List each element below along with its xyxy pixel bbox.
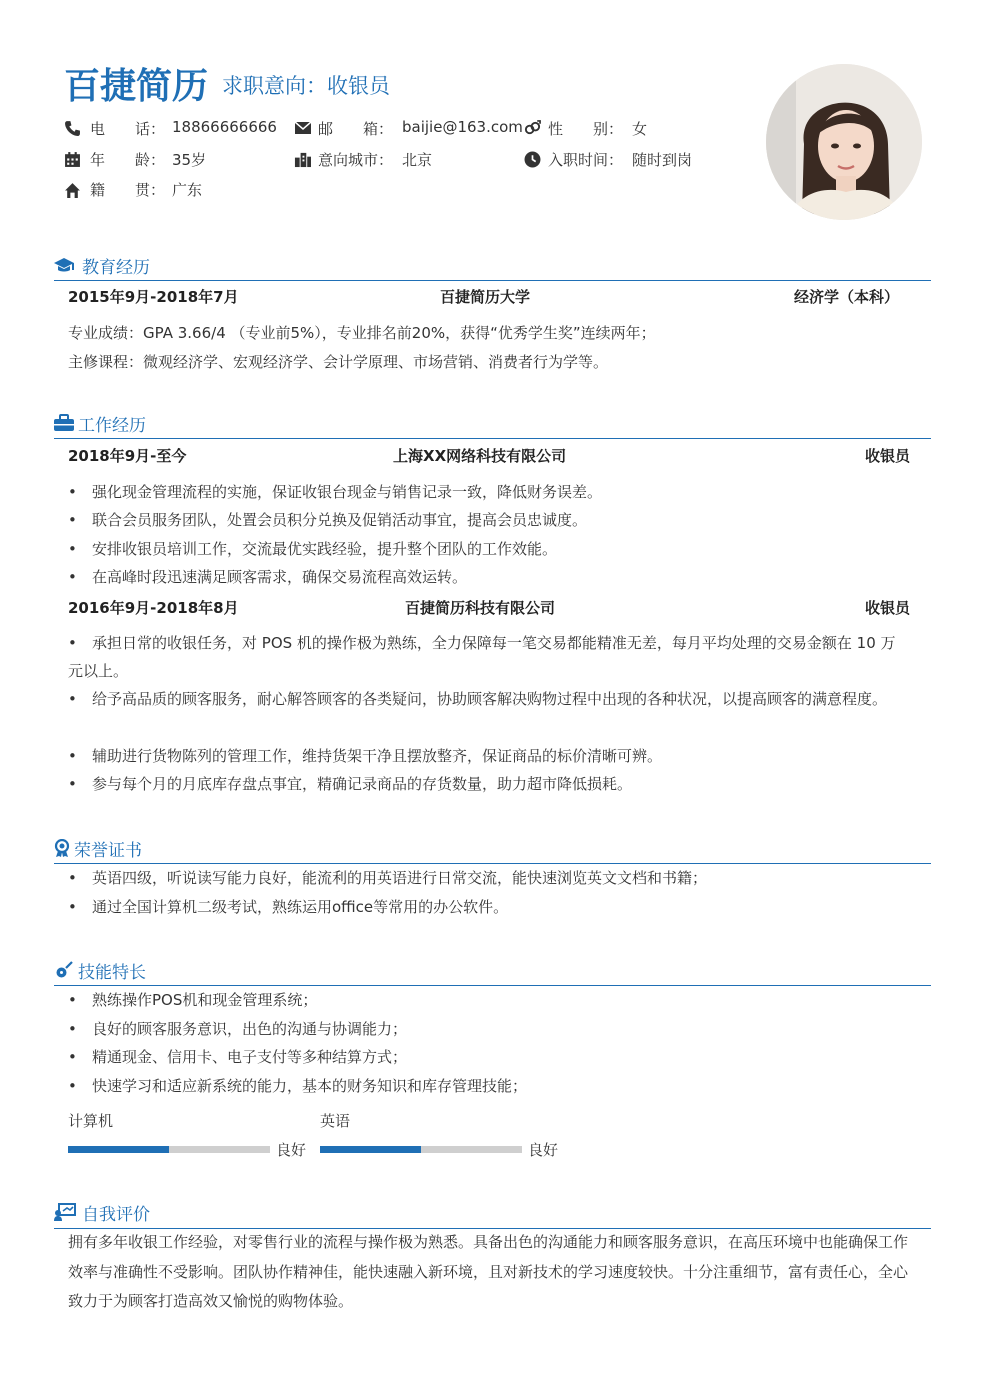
info-age [64, 149, 304, 171]
gender-label: 性 别： [548, 120, 624, 138]
job-bullet: 承担日常的收银任务，对 POS 机的操作极为熟练，全力保障每一笔交易都能精准无差，每月平均处理的交易金额在 10 万元以上。 • [68, 634, 896, 680]
skill-bar-track [68, 1146, 270, 1153]
honors-header [54, 836, 254, 860]
hometown-label: 籍 贯： [90, 181, 166, 199]
job-date: 2016年9月-2018年8月 [68, 599, 239, 617]
skill-bullet: • 熟练操作POS机和现金管理系统； [68, 991, 318, 1009]
calendar-icon [64, 151, 81, 168]
education-line: 专业成绩：GPA 3.66/4 （专业前5%），专业排名前20%，获得“优秀学生奖”连续两年； [68, 324, 656, 342]
start-label: 入职时间： [548, 151, 624, 169]
job-bullet: • 强化现金管理流程的实施，保证收银台现金与销售记录一致，降低财务误差。 [68, 483, 603, 501]
honors-title: 荣誉证书 [74, 841, 142, 861]
education-title: 教育经历 [82, 258, 150, 278]
skills-title: 技能特长 [78, 963, 146, 983]
info-hometown [64, 179, 304, 201]
info-phone [64, 118, 304, 140]
info-city [294, 149, 534, 171]
self-title: 自我评价 [82, 1205, 150, 1225]
job-bullet: • 辅助进行货物陈列的管理工作，维持货架干净且摆放整齐，保证商品的标价清晰可辨。 [68, 747, 663, 765]
skill-bar-level: 良好 [528, 1141, 559, 1159]
job-bullet: • 联合会员服务团队，处置会员积分兑换及促销活动事宜，提高会员忠诚度。 [68, 511, 588, 529]
gender-value: 女 [632, 120, 648, 138]
avatar-illustration [766, 64, 922, 220]
skill-bullet: • 快速学习和适应新系统的能力，基本的财务知识和库存管理技能； [68, 1077, 528, 1095]
skill-bar-fill [320, 1146, 421, 1153]
briefcase-icon [54, 414, 74, 432]
age-label: 年 龄： [90, 151, 166, 169]
info-gender [524, 118, 724, 140]
education-date: 2015年9月-2018年7月 [68, 288, 239, 306]
age-value: 35岁 [172, 151, 207, 169]
honor-bullet: • 通过全国计算机二级考试，熟练运用office等常用的办公软件。 [68, 898, 509, 916]
education-school: 百捷简历大学 [440, 288, 531, 306]
phone-value: 18866666666 [172, 118, 277, 136]
work-title: 工作经历 [78, 416, 146, 436]
skill-bar-level: 良好 [276, 1141, 307, 1159]
self-evaluation-text: 拥有多年收银工作经验，对零售行业的流程与操作极为熟悉。具备出色的沟通能力和顾客服务意识，在高压环境中也能确保工作效率与准确性不受影响。团队协作精神佳，能快速融入新环境，且对新技术的学习速度较快。十分注重细节，富有责任心，全心致力于为顾客打造高效又愉悦的购物体验。 [68, 1233, 909, 1310]
self-header [54, 1200, 254, 1224]
job-bullet: 给予高品质的顾客服务，耐心解答顾客的各类疑问，协助顾客解决购物过程中出现的各种状况，以提高顾客的满意程度。 • [68, 690, 888, 708]
clock-icon [524, 151, 541, 168]
skill-bar-name: 计算机 [68, 1112, 114, 1130]
phone-icon [64, 120, 81, 137]
graduation-cap-icon [54, 256, 74, 274]
skills-header [54, 958, 254, 982]
info-email [294, 118, 534, 140]
honor-bullet: • 英语四级，听说读写能力良好，能流利的用英语进行日常交流，能快速浏览英文文档和书籍； [68, 869, 708, 887]
building-icon [294, 151, 311, 168]
education-divider [54, 280, 931, 281]
award-icon [54, 839, 70, 857]
job-bullet: • 参与每个月的月底库存盘点事宜，精确记录商品的存货数量，助力超市降低损耗。 [68, 775, 633, 793]
profile-photo [766, 64, 922, 220]
guitar-icon [54, 961, 74, 979]
skill-bullet: • 良好的顾客服务意识，出色的沟通与协调能力； [68, 1020, 408, 1038]
email-label: 邮 箱： [318, 120, 394, 138]
education-line: 主修课程：微观经济学、宏观经济学、会计学原理、市场营销、消费者行为学等。 [68, 353, 609, 371]
presentation-icon [54, 1203, 76, 1221]
work-header [54, 411, 254, 435]
skill-bar-fill [68, 1146, 169, 1153]
skill-bullet: • 精通现金、信用卡、电子支付等多种结算方式； [68, 1048, 408, 1066]
job-company: 百捷简历科技有限公司 [405, 599, 556, 617]
education-major: 经济学（本科） [794, 288, 900, 306]
job-company: 上海XX网络科技有限公司 [393, 447, 567, 465]
hometown-value: 广东 [172, 181, 203, 199]
gender-icon [524, 120, 541, 137]
mail-icon [294, 121, 312, 135]
education-header [54, 253, 254, 277]
skill-bar-name: 英语 [320, 1112, 351, 1130]
phone-label: 电 话： [90, 120, 166, 138]
job-role: 收银员 [865, 447, 911, 465]
city-label: 意向城市： [318, 151, 394, 169]
skill-bar-track [320, 1146, 522, 1153]
start-value: 随时到岗 [632, 151, 693, 169]
job-bullet: • 安排收银员培训工作，交流最优实践经验，提升整个团队的工作效能。 [68, 540, 558, 558]
job-date: 2018年9月-至今 [68, 447, 187, 465]
job-intent: 求职意向：收银员 [222, 74, 390, 98]
work-divider [54, 438, 931, 439]
job-role: 收银员 [865, 599, 911, 617]
email-value: baijie@163.com [402, 118, 523, 136]
home-icon [64, 182, 81, 199]
resume-name: 百捷简历 [64, 66, 209, 107]
info-start [524, 149, 724, 171]
job-bullet: • 在高峰时段迅速满足顾客需求，确保交易流程高效运转。 [68, 568, 468, 586]
city-value: 北京 [402, 151, 433, 169]
